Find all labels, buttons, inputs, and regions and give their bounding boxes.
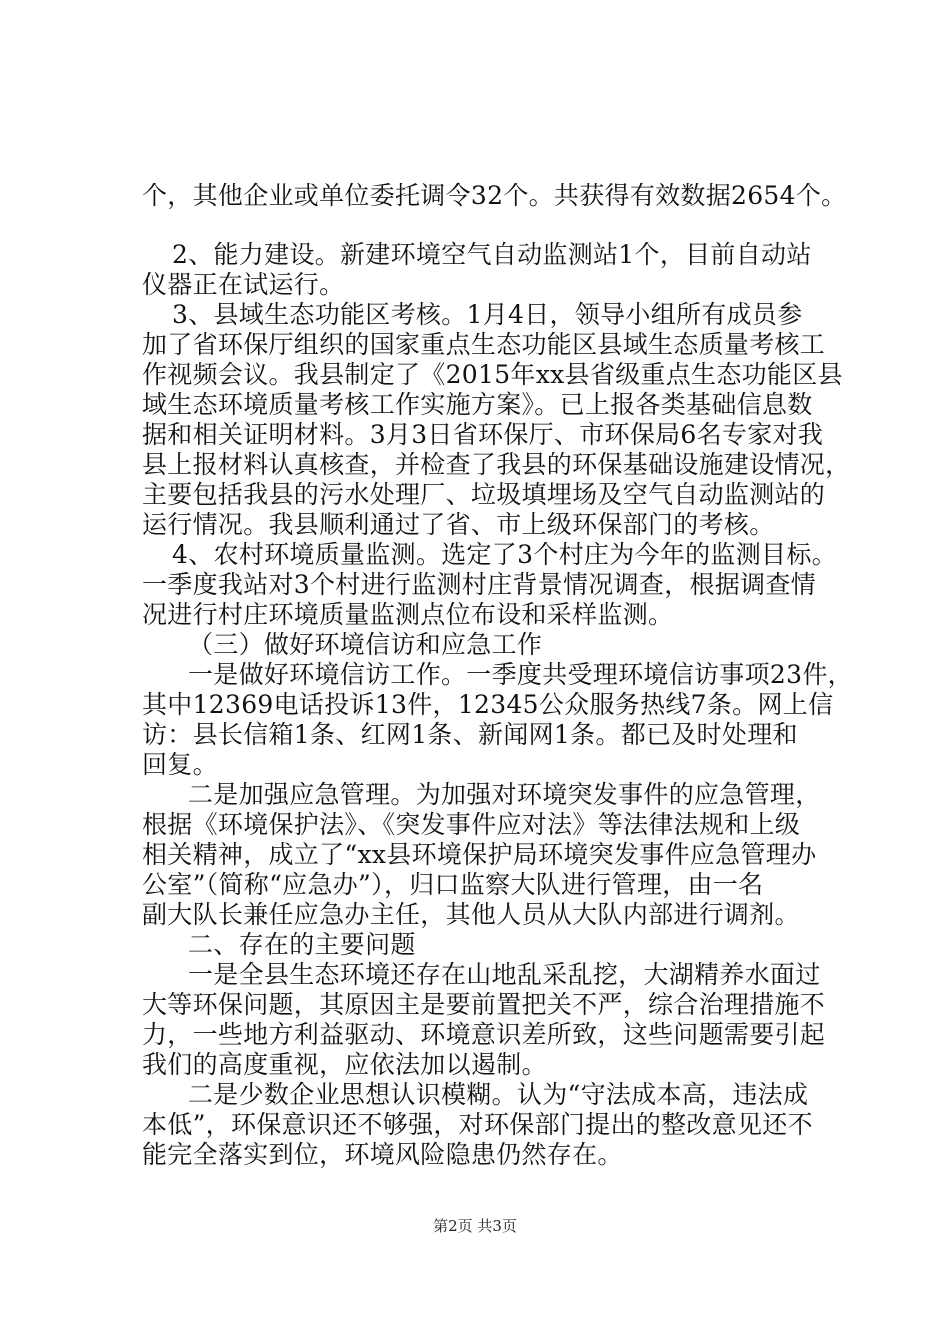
text-line: 二是少数企业思想认识模糊。认为“守法成本高，违法成	[188, 1080, 809, 1109]
text-line: 本低”，环保意识还不够强，对环保部门提出的整改意见还不	[142, 1110, 813, 1139]
text-line: 作视频会议。我县制定了《2015年xx县省级重点生态功能区县	[142, 360, 843, 389]
text-line: 3、县域生态功能区考核。1月4日，领导小组所有成员参	[172, 300, 803, 329]
text-line: 仪器正在试运行。	[142, 270, 345, 299]
text-line: 我们的高度重视，应依法加以遏制。	[142, 1050, 547, 1079]
text-line: 二是加强应急管理。为加强对环境突发事件的应急管理，	[188, 780, 821, 809]
text-line: 访：县长信箱1条、红网1条、新闻网1条。都已及时处理和	[142, 720, 798, 749]
text-line: 相关精神，成立了“xx县环境保护局环境突发事件应急管理办	[142, 840, 817, 869]
text-line: 其中12369电话投诉13件，12345公众服务热线7条。网上信	[142, 690, 834, 719]
text-line: 主要包括我县的污水处理厂、垃圾填埋场及空气自动监测站的	[142, 480, 826, 509]
text-line: 能完全落实到位，环境风险隐患仍然存在。	[142, 1140, 623, 1169]
text-line: 大等环保问题，其原因主是要前置把关不严，综合治理措施不	[142, 990, 826, 1019]
page-footer: 第2页 共3页	[433, 1217, 517, 1235]
text-line: 一季度我站对3个村进行监测村庄背景情况调查，根据调查情	[142, 570, 817, 599]
text-line: 回复。	[142, 750, 218, 779]
text-line: 运行情况。我县顺利通过了省、市上级环保部门的考核。	[142, 510, 775, 539]
text-line: 根据《环境保护法》、《突发事件应对法》等法律法规和上级	[142, 810, 801, 839]
text-line: 一是全县生态环境还存在山地乱采乱挖，大湖精养水面过	[188, 960, 821, 989]
text-line: 域生态环境质量考核工作实施方案》。已上报各类基础信息数	[142, 390, 813, 419]
text-line: 一是做好环境信访工作。一季度共受理环境信访事项23件，	[188, 660, 853, 689]
text-line: 县上报材料认真核查，并检查了我县的环保基础设施建设情况，	[142, 450, 851, 479]
text-line: 个，其他企业或单位委托调令32个。共获得有效数据2654个。	[142, 181, 847, 210]
text-line: 况进行村庄环境质量监测点位布设和采样监测。	[142, 600, 674, 629]
section-heading: （三）做好环境信访和应急工作	[188, 630, 543, 659]
text-line: 据和相关证明材料。3月3日省环保厅、市环保局6名专家对我	[142, 420, 824, 449]
section-heading: 二、存在的主要问题	[188, 930, 416, 959]
text-line: 2、能力建设。新建环境空气自动监测站1个，目前自动站	[172, 240, 812, 269]
text-line: 力，一些地方利益驱动、环境意识差所致，这些问题需要引起	[142, 1020, 826, 1049]
text-line: 副大队长兼任应急办主任，其他人员从大队内部进行调剂。	[142, 900, 800, 929]
text-line: 公室”（简称“应急办”），归口监察大队进行管理，由一名	[142, 870, 764, 899]
text-line: 加了省环保厅组织的国家重点生态功能区县域生态质量考核工	[142, 330, 826, 359]
text-line: 4、农村环境质量监测。选定了3个村庄为今年的监测目标。	[172, 540, 837, 569]
